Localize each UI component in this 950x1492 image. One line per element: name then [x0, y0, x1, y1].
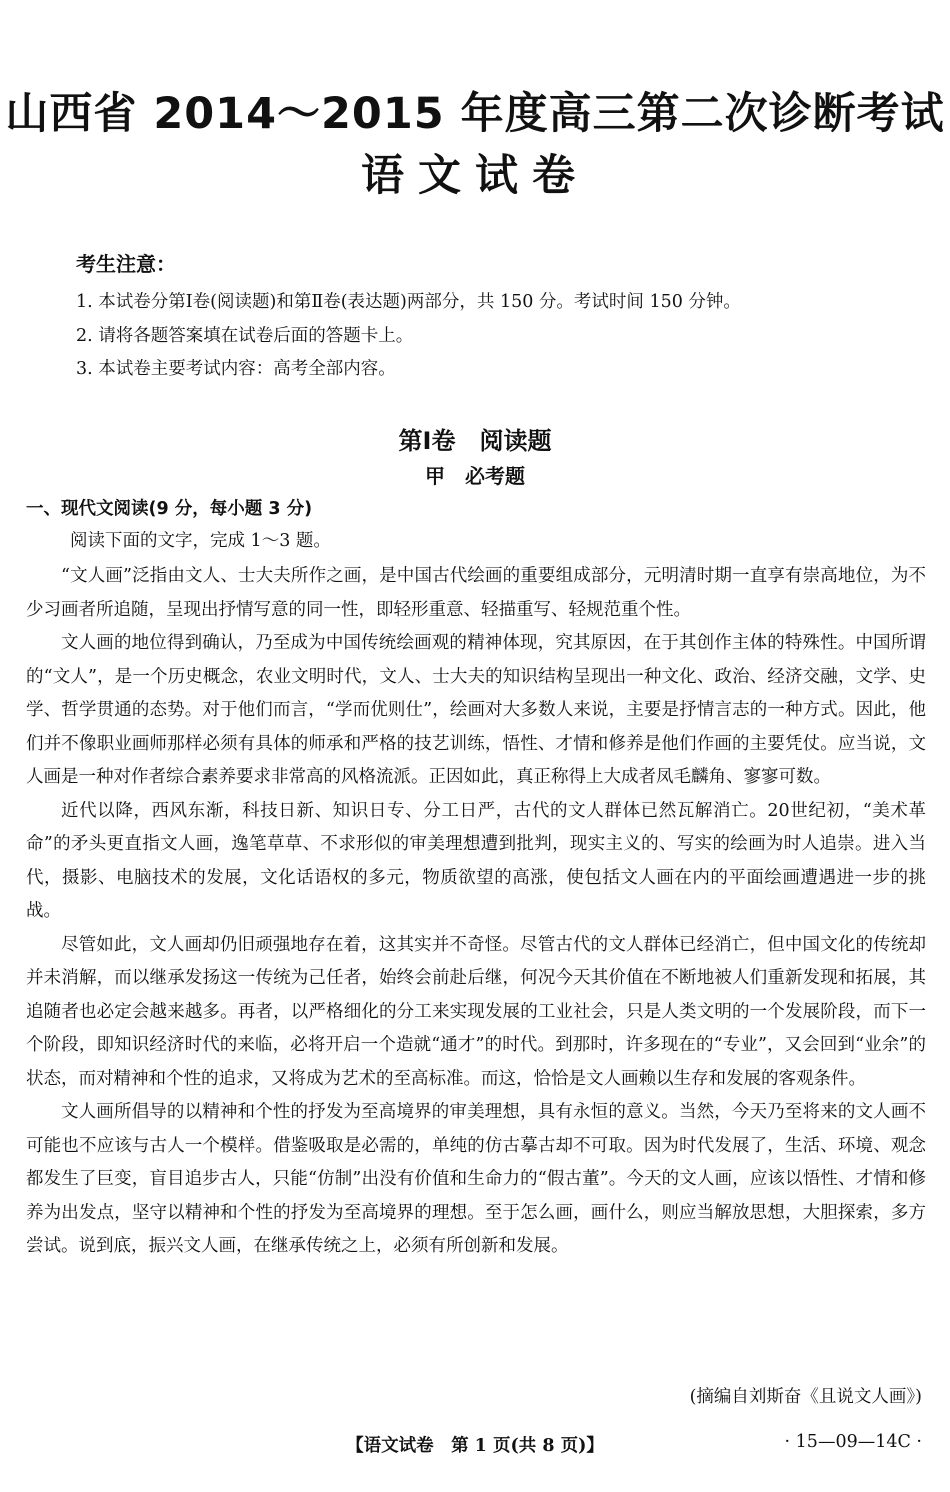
passage-paragraph: 文人画的地位得到确认，乃至成为中国传统绘画观的精神体现，究其原因，在于其创作主体的特殊性。中国所谓的“文人”，是一个历史概念，农业文明时代，文人、士大夫的知识结构呈现出一种文化、政治、经济交融，文学、史学、哲学贯通的态势。对于他们而言，“学而优则仕”，绘画对大多数人来说，主要是抒情言志的一种方式。因此，他们并不像职业画师那样必须有具体的师承和严格的技艺训练，悟性、才情和修养是他们作画的主要凭仗。应当说，文人画是一种对作者综合素养要求非常高的风格流派。正因如此，真正称得上大成者凤毛麟角、寥寥可数。 — [26, 633, 926, 787]
passage-paragraph: 近代以降，西风东渐，科技日新、知识日专、分工日严，古代的文人群体已然瓦解消亡。20世纪初，“美术革命”的矛头更直指文人画，逸笔草草、不求形似的审美理想遭到批判，现实主义的、写实的绘画为时人追崇。进入当代，摄影、电脑技术的发展，文化话语权的多元，物质欲望的高涨，使包括文人画在内的平面绘画遭遇进一步的挑战。 — [26, 800, 926, 921]
passage-paragraph: 文人画所倡导的以精神和个性的抒发为至高境界的审美理想，具有永恒的意义。当然，今天乃至将来的文人画不可能也不应该与古人一个模样。借鉴吸取是必需的，单纯的仿古摹古却不可取。因为时代发展了，生活、环境、观念都发生了巨变，盲目追步古人，只能“仿制”出没有价值和生命力的“假古董”。今天的文人画，应该以悟性、才情和修养为出发点，坚守以精神和个性的抒发为至高境界的理想。至于怎么画，画什么，则应当解放思想，大胆探索，多方尝试。说到底，振兴文人画，在继承传统之上，必须有所创新和发展。 — [26, 1102, 926, 1256]
section-title: 甲 必考题 — [425, 464, 525, 488]
notice-heading: 考生注意： — [76, 252, 176, 276]
exam-main-title: 山西省 2014～2015 年度高三第二次诊断考试 — [5, 89, 945, 139]
page-footer-code: · 15—09—14C · — [784, 1432, 922, 1452]
notice-item: 2. 请将各题答案填在试卷后面的答题卡上。 — [76, 326, 414, 346]
question-instruction: 阅读下面的文字，完成 1～3 题。 — [70, 531, 331, 551]
passage-source: (摘编自刘斯奋《且说文人画》) — [689, 1387, 922, 1407]
notice-item: 1. 本试卷分第Ⅰ卷(阅读题)和第Ⅱ卷(表达题)两部分，共 150 分。考试时间 150 分钟。 — [76, 292, 741, 312]
exam-subject-title: 语文试卷 — [361, 151, 589, 201]
page-footer-label: 【语文试卷 第 1 页(共 8 页)】 — [346, 1436, 604, 1456]
notice-item: 3. 本试卷主要考试内容：高考全部内容。 — [76, 359, 396, 379]
passage-paragraph: 尽管如此，文人画却仍旧顽强地存在着，这其实并不奇怪。尽管古代的文人群体已经消亡，但中国文化的传统却并未消解，而以继承发扬这一传统为己任者，始终会前赴后继，何况今天其价值在不断地被人们重新发现和拓展，其追随者也必定会越来越多。再者，以严格细化的分工来实现发展的工业社会，只是人类文明的一个发展阶段，而下一个阶段，即知识经济时代的来临，必将开启一个造就“通才”的时代。到那时，许多现在的“专业”，又会回到“业余”的状态，而对精神和个性的追求，又将成为艺术的至高标准。而这，恰恰是文人画赖以生存和发展的客观条件。 — [26, 934, 926, 1089]
passage-paragraph: “文人画”泛指由文人、士大夫所作之画，是中国古代绘画的重要组成部分，元明清时期一直享有崇高地位，为不少习画者所追随，呈现出抒情写意的同一性，即轻形重意、轻描重写、轻规范重个性。 — [26, 566, 926, 620]
reading-passage — [26, 560, 926, 1264]
volume-title: 第Ⅰ卷 阅读题 — [398, 427, 552, 455]
question-heading: 一、现代文阅读(9 分，每小题 3 分) — [26, 499, 313, 519]
